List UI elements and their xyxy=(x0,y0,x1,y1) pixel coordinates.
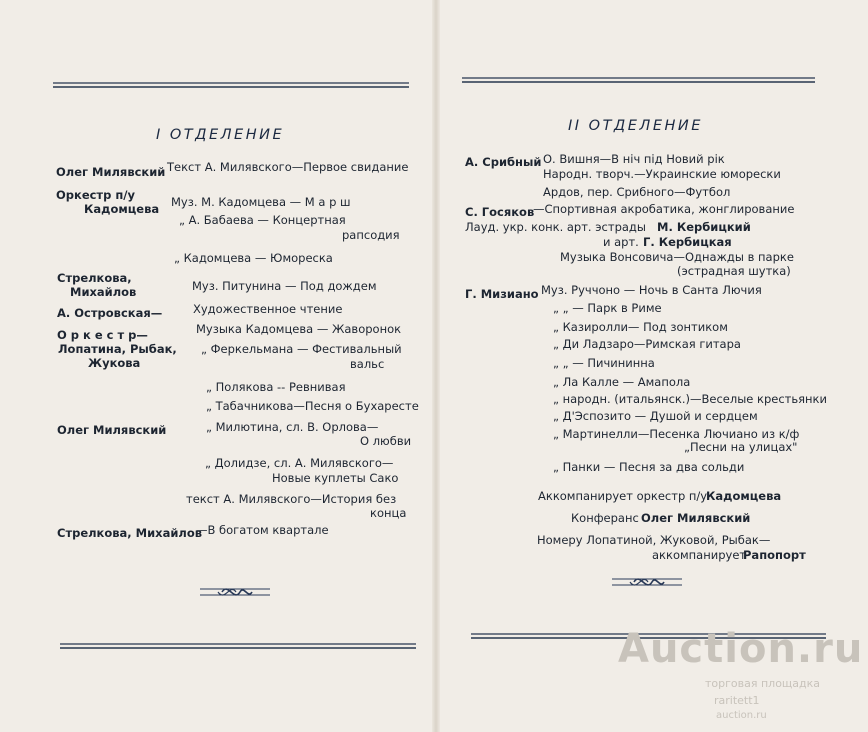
watermark-tagline: торговая площадка xyxy=(705,677,821,690)
program-line: О любви xyxy=(360,434,412,448)
left-top-rule xyxy=(53,81,409,91)
program-line: Муз. М. Кадомцева — М а р ш xyxy=(171,195,351,209)
program-line: текст А. Милявского—История без xyxy=(186,492,397,506)
performer: Олег Милявский xyxy=(57,423,167,437)
program-line: Лауд. укр. конк. арт. эстрады xyxy=(465,220,646,234)
performer: М. Кербицкий xyxy=(657,220,751,234)
program-line: и арт. xyxy=(603,235,639,249)
program-line: Муз. Питунина — Под дождем xyxy=(192,279,377,293)
program-line: Народн. творч.—Украинские юморески xyxy=(543,167,781,181)
program-line: „ Мартинелли—Песенка Лючиано из к/ф xyxy=(553,427,800,441)
program-line: „ Ла Калле — Амапола xyxy=(553,375,691,389)
program-line: конца xyxy=(370,506,407,520)
program-line: „ А. Бабаева — Концертная xyxy=(179,213,346,227)
program-line: „ народн. (итальянск.)—Веселые крестьянки xyxy=(553,392,827,406)
program-line: Художественное чтение xyxy=(193,302,343,316)
performer: Г. Кербицкая xyxy=(643,235,732,249)
performer: Кадомцева xyxy=(706,489,782,503)
performer: Жукова xyxy=(88,356,141,370)
performer: Г. Мизиано xyxy=(465,287,539,301)
performer: Олег Милявский xyxy=(641,511,751,525)
program-line: „ Долидзе, сл. А. Милявского— xyxy=(205,456,394,470)
performer: О р к е с т р— xyxy=(57,328,148,342)
program-line: „ „ — Пичининна xyxy=(553,356,655,370)
program-line: „ Д'Эспозито — Душой и сердцем xyxy=(553,409,758,423)
performer: Лопатина, Рыбак, xyxy=(58,342,177,356)
program-line: „ Полякова -- Ревнивая xyxy=(206,380,346,394)
performer: С. Госяков xyxy=(465,205,535,219)
program-line: Номеру Лопатиной, Жуковой, Рыбак— xyxy=(537,533,771,547)
watermark-user: raritett1 xyxy=(714,694,760,707)
program-line: вальс xyxy=(350,357,385,371)
left-heading: I ОТДЕЛЕНИЕ xyxy=(156,127,285,143)
program-line: О. Вишня—В ніч під Новий рік xyxy=(543,152,725,166)
program-line: „Песни на улицах" xyxy=(684,440,798,454)
watermark-site: auction.ru xyxy=(716,710,767,721)
program-line: Муз. Руччоно — Ночь в Санта Лючия xyxy=(541,283,762,297)
program-line: Новые куплеты Сако xyxy=(272,471,399,485)
program-line: Аккомпанирует оркестр п/у xyxy=(538,489,708,503)
performer: А. Срибный xyxy=(465,155,542,169)
program-line: Ардов, пер. Срибного—Футбол xyxy=(543,185,731,199)
performer: Стрелкова, Михайлов xyxy=(57,526,203,540)
program-line: „ Панки — Песня за два сольди xyxy=(553,460,745,474)
right-top-rule xyxy=(462,76,815,86)
program-line: Музыка Кадомцева — Жаворонок xyxy=(196,322,402,336)
performer: Михайлов xyxy=(70,285,137,299)
performer: Рапопорт xyxy=(743,548,806,562)
performer: А. Островская— xyxy=(57,306,163,320)
program-line: Музыка Вонсовича—Однажды в парке xyxy=(560,250,794,264)
program-line: „ Феркельмана — Фестивальный xyxy=(201,342,402,356)
right-ornament xyxy=(612,570,682,600)
program-line: рапсодия xyxy=(342,228,400,242)
program-line: (эстрадная шутка) xyxy=(677,264,791,278)
center-fold xyxy=(432,0,440,732)
performer: Кадомцева xyxy=(84,202,160,216)
program-line: „ Ди Ладзаро—Римская гитара xyxy=(553,337,741,351)
program-line: „ Казиролли— Под зонтиком xyxy=(553,320,728,334)
program-line: „ Кадомцева — Юмореска xyxy=(174,251,333,265)
watermark-brand: Auction.ru xyxy=(618,626,864,672)
program-line: Текст А. Милявского—Первое свидание xyxy=(167,160,409,174)
program-line: „ „ — Парк в Риме xyxy=(553,301,662,315)
performer: Стрелкова, xyxy=(57,271,132,285)
program-line: —Спортивная акробатика, жонглирование xyxy=(533,202,795,216)
left-ornament xyxy=(200,580,270,610)
performer: Олег Милявский xyxy=(56,165,166,179)
program-line: аккомпанирует xyxy=(652,548,747,562)
performer: Оркестр п/у xyxy=(56,188,135,202)
program-line: „ Милютина, сл. В. Орлова— xyxy=(206,420,379,434)
program-line: „ Табачникова—Песня о Бухаресте xyxy=(206,399,419,413)
right-heading: II ОТДЕЛЕНИЕ xyxy=(568,118,703,134)
program-line: —В богатом квартале xyxy=(196,523,329,537)
left-bottom-rule xyxy=(60,642,416,652)
program-line: Конферанс xyxy=(571,511,639,525)
